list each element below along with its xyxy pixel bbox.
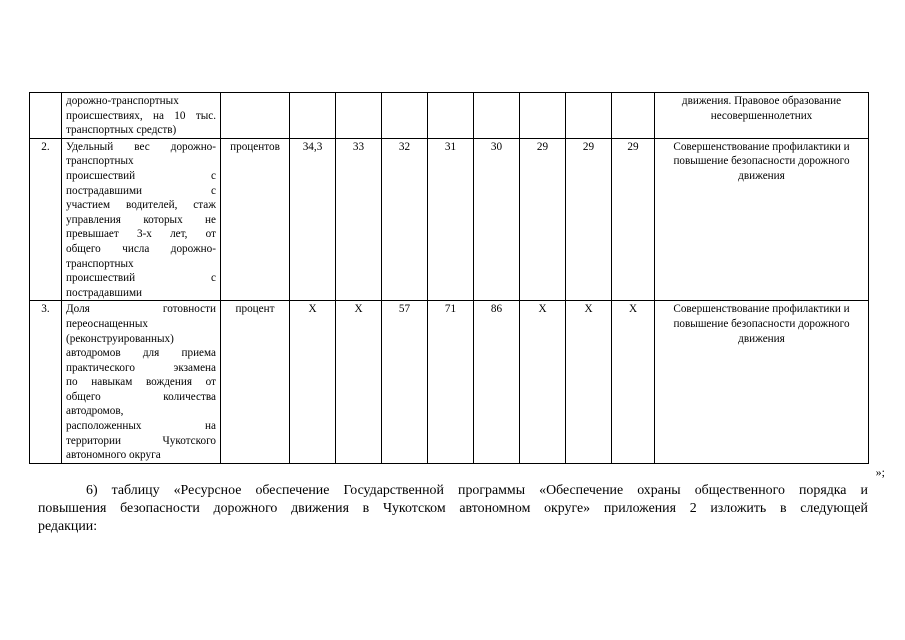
indicator-name-line: пострадавшими [66,286,143,299]
row-number-cell: 2. [30,138,62,301]
indicator-name-line: (реконструированных) [66,332,174,345]
closing-quote-mark: »; [875,465,885,479]
value-cell [382,93,428,139]
value-cell: 86 [474,301,520,464]
indicator-name-cell [62,138,221,301]
value-cell [474,93,520,139]
indicator-name-cell [62,301,221,464]
value-cell: 29 [566,138,612,301]
value-cell: Х [520,301,566,464]
indicator-name-line: пострадавшими с [66,184,216,197]
indicator-name-line: превышает 3-х лет, от [66,228,216,241]
indicator-name-line: происшествий с [66,169,216,182]
row-number-cell: 3. [30,301,62,464]
value-cell: 30 [474,138,520,301]
value-cell [428,93,474,139]
value-cell [566,93,612,139]
value-cell: Х [290,301,336,464]
indicator-name-line: общего количества [66,390,216,403]
value-cell: 33 [336,138,382,301]
indicator-name-line: происшествий с [66,272,216,285]
indicator-name-line: дорожно-транспортных [66,95,179,107]
value-cell: 32 [382,138,428,301]
unit-cell [221,93,290,139]
indicator-name-cell [62,93,221,139]
value-cell: Х [612,301,655,464]
measure-cell: Совершенствование профилактики и повышение безопасности дорожного движения [655,301,869,464]
indicator-name-line: автономного округа [66,449,161,462]
value-cell: Х [566,301,612,464]
value-cell: 29 [520,138,566,301]
value-cell: 71 [428,301,474,464]
indicator-name-line: территории Чукотского [66,434,216,447]
table-row [30,301,869,464]
indicator-name-line: расположенных на [66,420,216,433]
indicators-table [29,92,869,464]
unit-cell: процент [221,301,290,464]
indicator-name-line: управления которых не [66,213,216,226]
value-cell [612,93,655,139]
indicator-name-line: транспортных [66,257,134,270]
indicator-name-line: переоснащенных [66,317,148,330]
value-cell [520,93,566,139]
measure-cell: движения. Правовое образование несовершеннолетних [655,93,869,139]
indicator-name-line: автодромов, [66,405,124,418]
value-cell: 29 [612,138,655,301]
indicator-name-line: практического экзамена [66,361,216,374]
value-cell: 57 [382,301,428,464]
table-row [30,93,869,139]
value-cell: 31 [428,138,474,301]
value-cell [290,93,336,139]
indicator-name-line: участием водителей, стаж [66,199,216,212]
indicator-name-line: Доля готовности [66,303,216,316]
paragraph-line: повышения безопасности дорожного движения в Чукотском автономном округе» приложения 2 изложить в следующей [38,500,868,516]
paragraph-line: 6) таблицу «Ресурсное обеспечение Государственной программы «Обеспечение охраны общественного порядка и [86,483,868,498]
paragraph-line: редакции: [38,518,98,534]
indicator-name-line: автодромов для приема [66,347,216,360]
amendment-paragraph [38,482,868,535]
measure-cell: Совершенствование профилактики и повышение безопасности дорожного движения [655,138,869,301]
indicator-name-line: по навыкам вождения от [66,376,216,389]
table-row [30,138,869,301]
row-number-cell [30,93,62,139]
indicator-name-line: транспортных средств) [66,124,177,137]
value-cell: 34,3 [290,138,336,301]
indicator-name-line: Удельный вес дорожно- [66,140,216,153]
value-cell: Х [336,301,382,464]
indicator-name-line: происшествиях, на 10 тыс. [66,109,216,122]
indicator-name-line: транспортных [66,155,134,168]
unit-cell: процентов [221,138,290,301]
indicator-name-line: общего числа дорожно- [66,242,216,255]
value-cell [336,93,382,139]
